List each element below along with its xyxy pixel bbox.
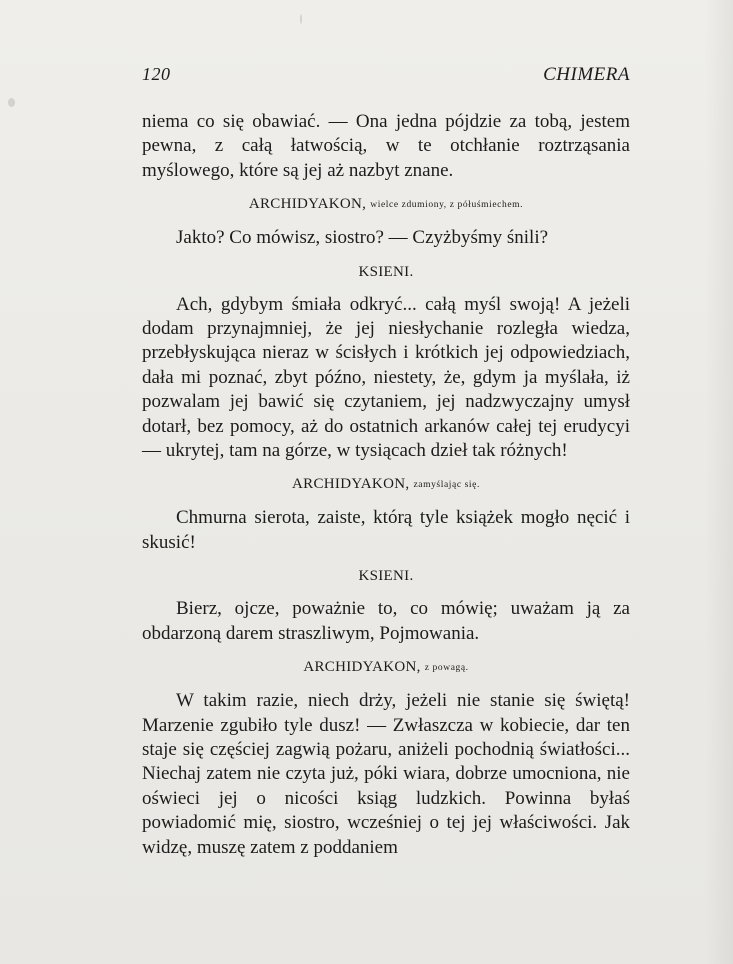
paragraph: Ach, gdybym śmiała odkryć... całą myśl swoją! A jeżeli dodam przynajmniej, że jej niesłychanie rozległa wiedza, przebłyskująca nieraz w ścisłych i krótkich jej odpowiedziach, dała mi poznać, zbyt późno, niestety, że, gdym ja myślała, iż pozwalam jej bawić się czytaniem, jej nadzwyczajny umysł dotarł, bez pomocy, aż do ostatnich arkanów całej tej erudycyi — ukrytej, tam na górze, w tysiącach dzieł tak różnych! bbox=[142, 293, 630, 462]
speaker-name: KSIENI. bbox=[358, 568, 414, 585]
speaker-name: KSIENI. bbox=[358, 263, 414, 280]
speaker-heading bbox=[142, 567, 630, 585]
speaker-heading bbox=[142, 263, 630, 281]
speaker-name: ARCHIDYAKON, bbox=[248, 196, 367, 213]
stage-direction: z powagą. bbox=[424, 663, 469, 674]
stage-direction: zamyślając się. bbox=[413, 480, 480, 491]
page-body bbox=[142, 110, 630, 860]
paragraph: Chmurna sierota, zaiste, którą tyle książek mogło nęcić i skusić! bbox=[142, 507, 630, 553]
stage-direction: wielce zdumiony, z półuśmiechem. bbox=[370, 200, 524, 211]
page-header bbox=[142, 64, 630, 92]
speaker-name: ARCHIDYAKON, bbox=[292, 476, 410, 493]
paper-spot bbox=[8, 98, 15, 107]
paragraph: Bierz, ojcze, poważnie to, co mówię; uważam ją za obdarzoną darem straszliwym, Pojmowania. bbox=[142, 598, 630, 644]
speaker-name: ARCHIDYAKON, bbox=[303, 659, 421, 676]
page-number: 120 bbox=[142, 64, 171, 84]
paragraph: niema co się obawiać. — Ona jedna pójdzie za tobą, jestem pewna, z całą łatwością, w te otchłanie roztrząsania myślowego, które są jej aż nazbyt znane. bbox=[142, 111, 630, 181]
paper-spot bbox=[300, 14, 302, 24]
speaker-heading bbox=[142, 475, 630, 494]
speaker-heading bbox=[142, 195, 630, 214]
speaker-heading bbox=[142, 658, 630, 677]
running-title: CHIMERA bbox=[543, 64, 630, 85]
paragraph: Jakto? Co mówisz, siostro? — Czyżbyśmy śnili? bbox=[176, 227, 549, 249]
page-edge-shadow bbox=[705, 0, 733, 964]
paragraph: W takim razie, niech drży, jeżeli nie stanie się świętą! Marzenie zgubiło tyle dusz! — Zwłaszcza w kobiecie, dar ten staje się częściej zagwią pożaru, aniżeli pochodnią światłości... Niechaj zatem nie czyta już, póki wiara, dobrze umocniona, nie oświeci jej o nicości ksiąg ludzkich. Powinna byłaś powiadomić mię, siostro, wcześniej o tej jej właściwości. Jak widzę, muszę zatem z poddaniem bbox=[142, 690, 630, 858]
